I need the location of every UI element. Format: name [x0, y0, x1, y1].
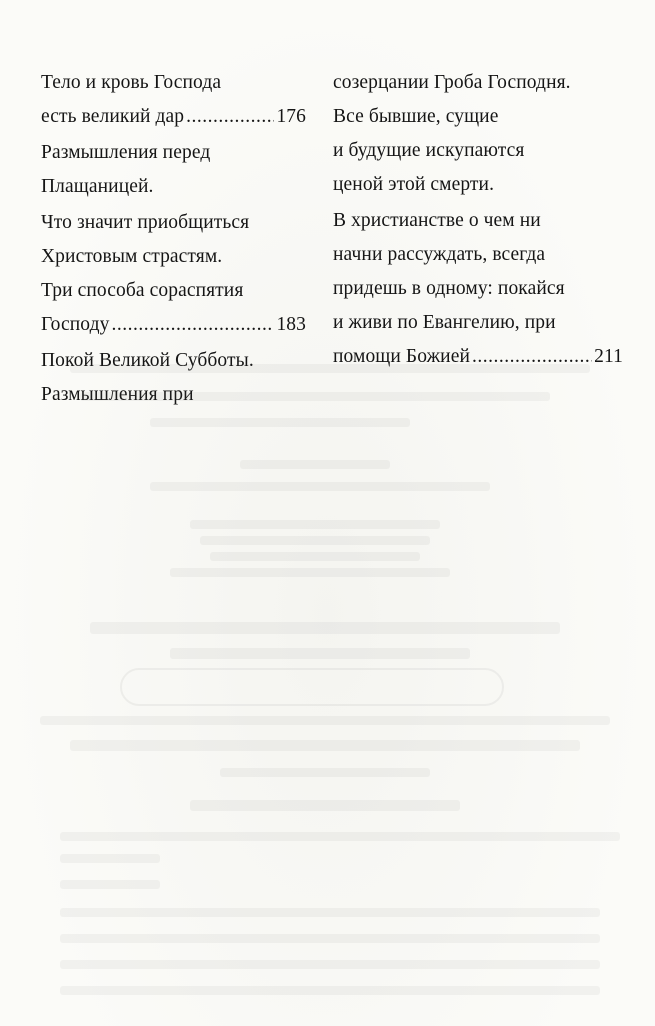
toc-entry-line: Все бывшие, сущие — [333, 106, 499, 127]
toc-entry-line: придешь в одному: покайся — [333, 278, 565, 299]
reverse-side-bleed-through — [0, 360, 655, 1026]
toc-entry-line: Размышления при — [41, 384, 194, 405]
toc-entry-line: есть великий дар — [41, 106, 185, 127]
toc-entry-last-line — [333, 340, 623, 374]
toc-entry[interactable] — [333, 204, 623, 374]
toc-entry-line: Христовым страстям. — [41, 246, 223, 267]
toc-entry-line: начни рассуждать, всегда — [333, 244, 546, 265]
toc-entry-line: Господу — [41, 314, 110, 335]
toc-entry-line: и живи по Евангелию, при — [333, 312, 556, 333]
toc-entry-line: Плащаницей. — [41, 176, 154, 197]
toc-entry[interactable] — [41, 206, 306, 342]
toc-entry-line: В христианстве о чем ни — [333, 210, 541, 231]
toc-entry-last-line — [41, 308, 306, 342]
toc-entry-line: Размышления перед — [41, 142, 211, 163]
toc-entry-line: ценой этой смерти. — [333, 174, 495, 195]
dot-leader — [186, 100, 274, 134]
toc-entry-line: помощи Божией — [333, 346, 470, 367]
toc-left-column — [41, 66, 306, 414]
toc-entry-line: Тело и кровь Господа — [41, 72, 222, 93]
toc-page-number: 176 — [276, 106, 306, 127]
dot-leader — [111, 308, 274, 342]
toc-page-number: 183 — [276, 314, 306, 335]
toc-entry[interactable] — [41, 66, 306, 134]
toc-entry-continued[interactable] — [333, 66, 623, 202]
toc-entry[interactable] — [41, 344, 306, 412]
toc-entry-line: Что значит приобщиться — [41, 212, 250, 233]
toc-entry-line: созерцании Гроба Господня. — [333, 72, 571, 93]
toc-right-column — [333, 66, 623, 376]
toc-entry-line: Покой Великой Субботы. — [41, 350, 254, 371]
toc-entry-last-line — [41, 100, 306, 134]
toc-page-number: 211 — [594, 346, 623, 367]
dot-leader — [472, 340, 592, 374]
toc-entry-line: Три способа сораспятия — [41, 280, 244, 301]
toc-entry-line: и будущие искупаются — [333, 140, 525, 161]
toc-entry[interactable] — [41, 136, 306, 204]
